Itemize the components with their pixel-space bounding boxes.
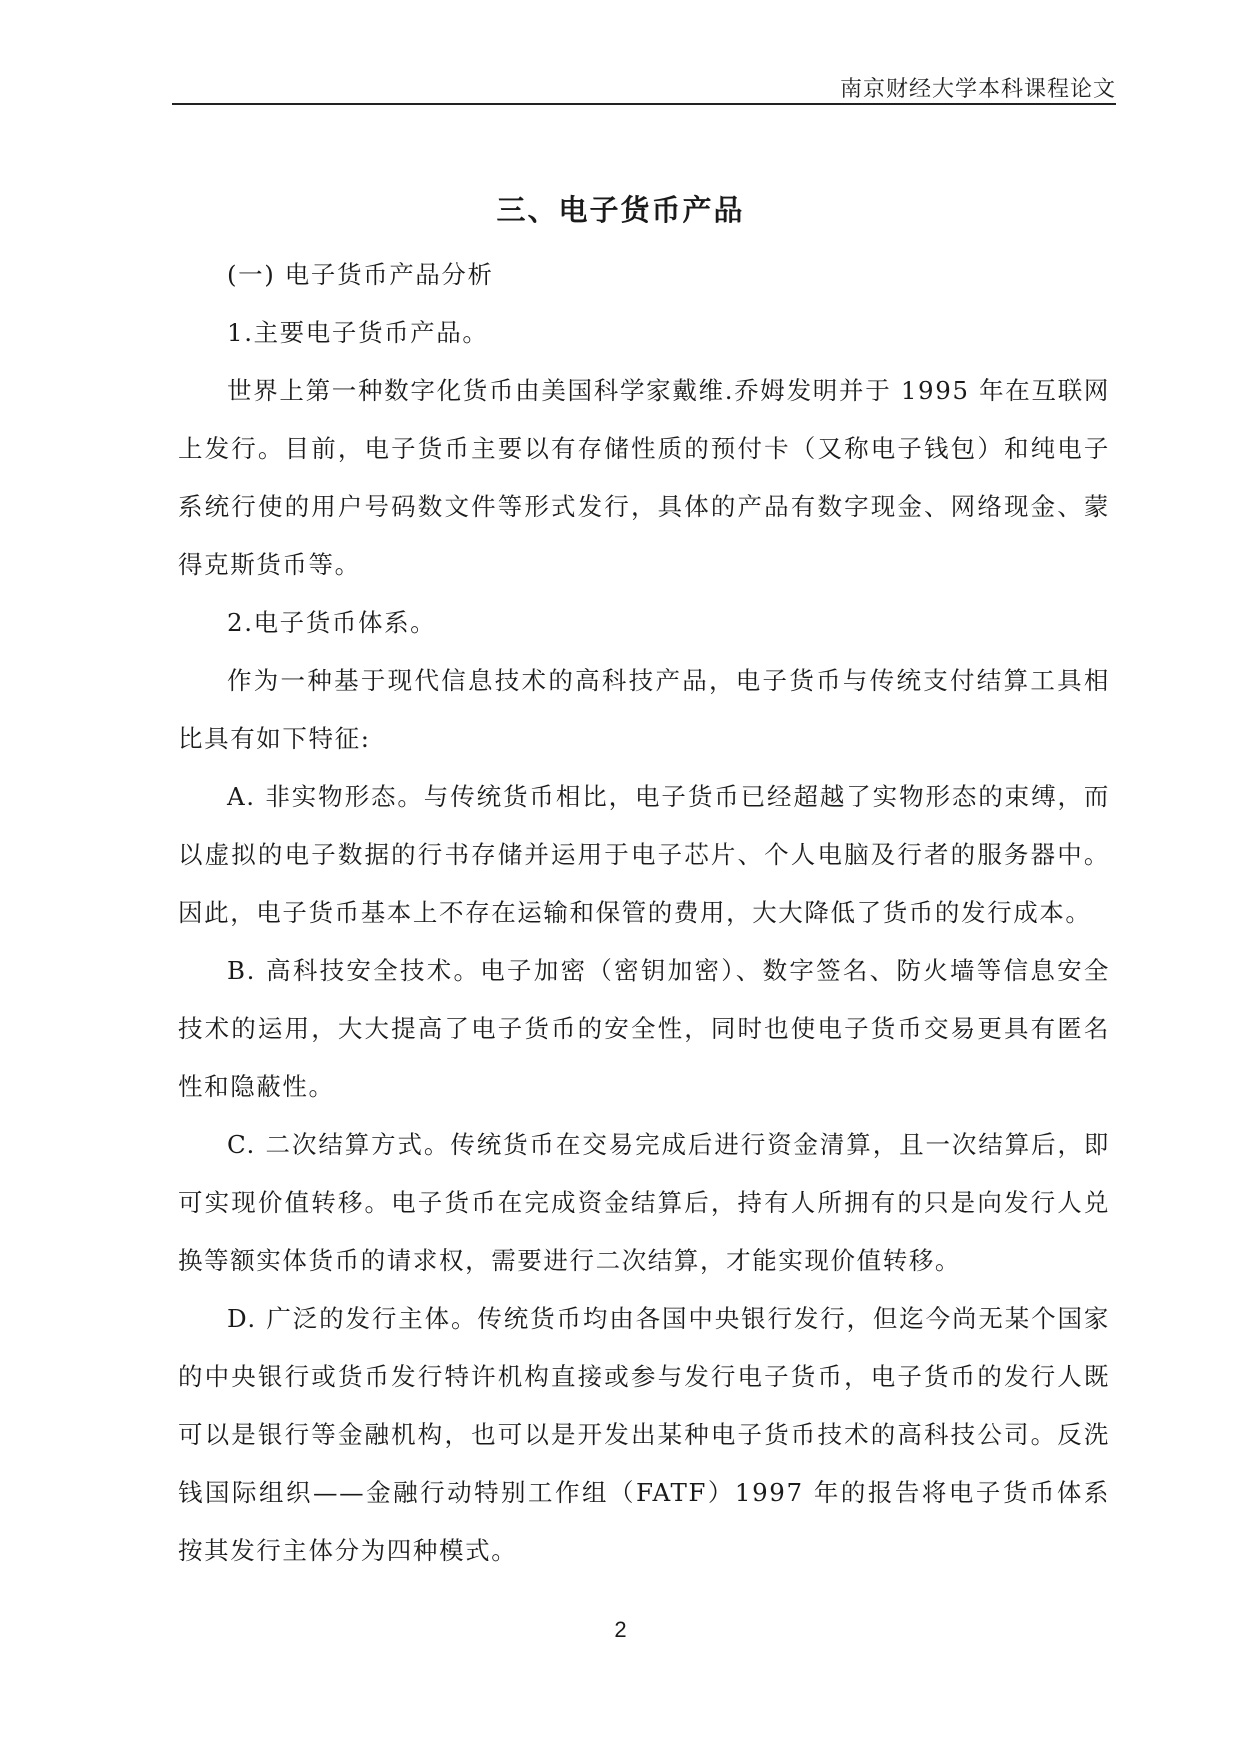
paragraph-feature-c: C. 二次结算方式。传统货币在交易完成后进行资金清算，且一次结算后，即可实现价值转移。电子货币在完成资金结算后，持有人所拥有的只是向发行人兑换等额实体货币的请求权，需要进行二次结算，才能实现价值转移。: [178, 1130, 1110, 1275]
body-text: [178, 246, 1110, 1580]
running-header: 南京财经大学本科课程论文: [839, 77, 1116, 102]
paragraph-features-intro: 作为一种基于现代信息技术的高科技产品，电子货币与传统支付结算工具相比具有如下特征:: [178, 666, 1110, 753]
paragraph-history: 世界上第一种数字化货币由美国科学家戴维.乔姆发明并于 1995 年在互联网上发行。目前，电子货币主要以有存储性质的预付卡（又称电子钱包）和纯电子系统行使的用户号码数文件等形式发行，具体的产品有数字现金、网络现金、蒙得克斯货币等。: [178, 376, 1110, 579]
paragraph-feature-b: B. 高科技安全技术。电子加密（密钥加密）、数字签名、防火墙等信息安全技术的运用，大大提高了电子货币的安全性，同时也使电子货币交易更具有匿名性和隐蔽性。: [178, 956, 1110, 1101]
paragraph-feature-d: D. 广泛的发行主体。传统货币均由各国中央银行发行，但迄今尚无某个国家的中央银行或货币发行特许机构直接或参与发行电子货币，电子货币的发行人既可以是银行等金融机构，也可以是开发出某种电子货币技术的高科技公司。反洗钱国际组织——金融行动特别工作组（FATF）1997 年的报告将电子货币体系按其发行主体分为四种模式。: [178, 1304, 1110, 1565]
paragraph-feature-a: A. 非实物形态。与传统货币相比，电子货币已经超越了实物形态的束缚，而以虚拟的电子数据的行书存储并运用于电子芯片、个人电脑及行者的服务器中。因此，电子货币基本上不存在运输和保管的费用，大大降低了货币的发行成本。: [178, 782, 1110, 927]
header-rule: [172, 103, 1116, 105]
subsection-heading: (一) 电子货币产品分析: [227, 260, 494, 289]
page-number: 2: [614, 1617, 627, 1642]
section-title: 三、电子货币产品: [496, 193, 745, 227]
subheading-system: 2.电子货币体系。: [227, 608, 437, 637]
subheading-main-products: 1.主要电子货币产品。: [227, 318, 489, 347]
